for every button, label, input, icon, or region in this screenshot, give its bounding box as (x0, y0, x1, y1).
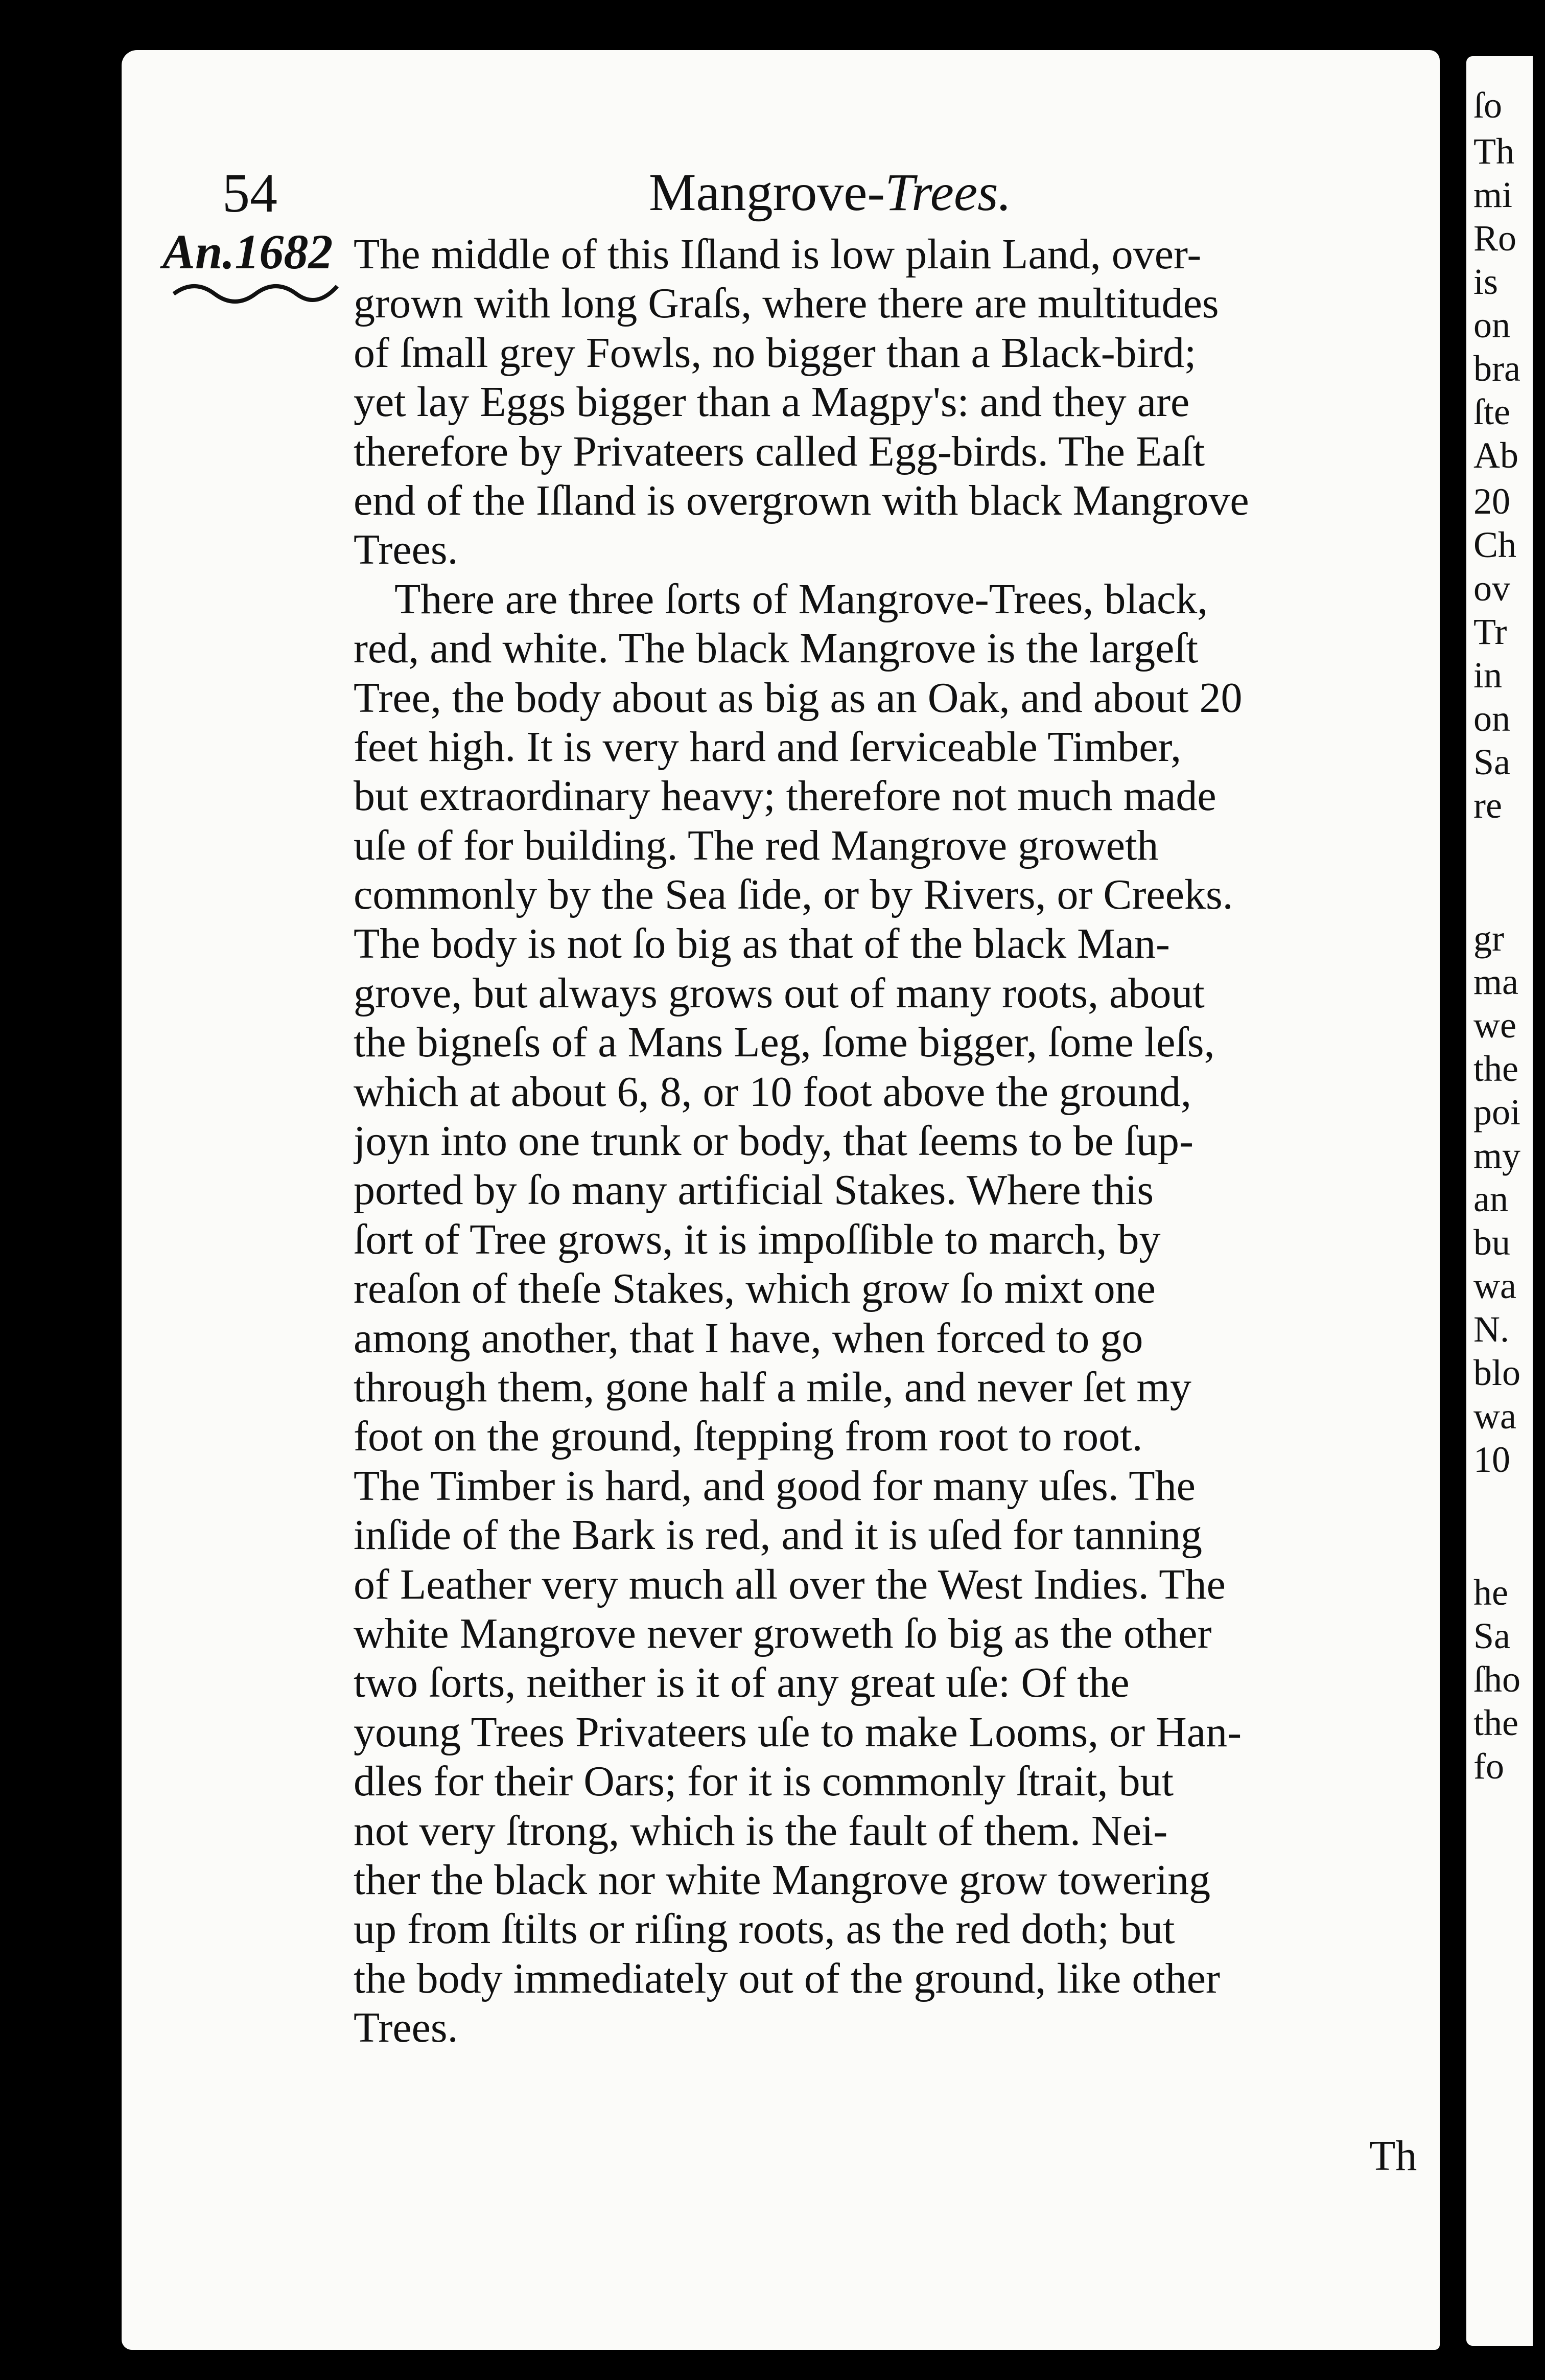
text-line: which at about 6, 8, or 10 foot above the ground, (354, 1068, 1191, 1116)
facing-page-fragment: on (1473, 305, 1510, 345)
facing-page-fragment: mi (1473, 174, 1513, 215)
facing-page-strip (1466, 56, 1533, 2346)
facing-page-fragment: we (1473, 1005, 1516, 1046)
facing-page-fragment: blo (1473, 1352, 1521, 1393)
page-number: 54 (222, 163, 277, 224)
text-line: of Leather very much all over the West Indies. The (354, 1560, 1226, 1608)
text-line: of ſmall grey Fowls, no bigger than a Black-bird; (354, 329, 1197, 377)
text-line: white Mangrove never groweth ſo big as the other (354, 1609, 1212, 1657)
text-line: therefore by Privateers called Egg-birds. The Eaſt (354, 427, 1205, 475)
text-line: the body immediately out of the ground, like other (354, 1954, 1220, 2002)
facing-page-fragment: the (1473, 1048, 1518, 1089)
facing-page-fragment: ſho (1473, 1659, 1521, 1700)
facing-page-fragment: Sa (1473, 1615, 1510, 1656)
facing-page-fragment: Ch (1473, 524, 1517, 565)
facing-page-fragment: ma (1473, 961, 1518, 1002)
facing-page-fragment: 10 (1473, 1439, 1510, 1480)
facing-page-fragment: N. (1473, 1309, 1509, 1350)
text-line: yet lay Eggs bigger than a Magpy's: and they are (354, 378, 1190, 426)
text-line: among another, that I have, when forced to go (354, 1314, 1143, 1362)
facing-page-fragment: bu (1473, 1222, 1510, 1263)
text-line: feet high. It is very hard and ſerviceable Timber, (354, 723, 1182, 771)
text-line: uſe of for building. The red Mangrove groweth (354, 821, 1159, 869)
facing-page-fragment: on (1473, 698, 1510, 739)
facing-page-fragment: the (1473, 1702, 1518, 1743)
text-line: grown with long Graſs, where there are multitudes (354, 280, 1219, 328)
text-line: the bigneſs of a Mans Leg, ſome bigger, ſome leſs, (354, 1019, 1215, 1067)
text-line: foot on the ground, ſtepping from root to root. (354, 1413, 1143, 1461)
text-line: inſide of the Bark is red, and it is uſed for tanning (354, 1511, 1202, 1559)
text-line: grove, but always grows out of many roots, about (354, 969, 1205, 1017)
flourish-ornament (169, 276, 342, 307)
text-line: but extraordinary heavy; therefore not much made (354, 772, 1216, 820)
text-line: ther the black nor white Mangrove grow towering (354, 1856, 1211, 1904)
facing-page-fragment: he (1473, 1572, 1508, 1613)
text-line: young Trees Privateers uſe to make Looms, or Han- (354, 1708, 1242, 1756)
facing-page-fragment: wa (1473, 1265, 1516, 1306)
facing-page-fragment: fo (1473, 1746, 1504, 1787)
text-line: The body is not ſo big as that of the black Man- (354, 920, 1171, 968)
text-line: dles for their Oars; for it is commonly ſtrait, but (354, 1758, 1174, 1806)
facing-page-fragment: poi (1473, 1092, 1521, 1133)
facing-page-fragment: ov (1473, 568, 1510, 609)
book-spine-shadow (1440, 50, 1466, 2350)
text-line: two ſorts, neither is it of any great uſe: Of the (354, 1659, 1130, 1707)
facing-page-fragment: Tr (1473, 611, 1507, 652)
text-line: ſort of Tree grows, it is impoſſible to march, by (354, 1215, 1161, 1263)
facing-page-fragment: an (1473, 1179, 1508, 1219)
text-line: There are three ſorts of Mangrove-Trees, black, (394, 575, 1208, 623)
catchword: Th (1369, 2132, 1417, 2180)
text-line: ported by ſo many artificial Stakes. Where this (354, 1166, 1154, 1214)
facing-page-fragment: Ab (1473, 435, 1518, 476)
text-line: The Timber is hard, and good for many uſes. The (354, 1462, 1196, 1510)
text-line: not very ſtrong, which is the fault of them. Nei- (354, 1807, 1168, 1855)
text-line: Trees. (354, 526, 458, 574)
facing-page-fragment: Sa (1473, 742, 1510, 782)
running-title (649, 163, 1012, 222)
running-title-italic: Trees. (885, 163, 1012, 222)
facing-page-fragment: in (1473, 655, 1503, 696)
text-line: joyn into one trunk or body, that ſeems to be ſup- (354, 1117, 1193, 1165)
text-line: end of the Iſland is overgrown with black Mangrove (354, 476, 1249, 524)
facing-page-fragment: Ro (1473, 218, 1517, 259)
text-line: commonly by the Sea ſide, or by Rivers, or Creeks. (354, 871, 1233, 919)
text-line: Trees. (354, 2004, 458, 2052)
facing-page-fragment: ſo (1473, 85, 1503, 126)
facing-page-fragment: re (1473, 785, 1502, 826)
facing-page-fragment: gr (1473, 918, 1504, 959)
facing-page-fragment: my (1473, 1135, 1521, 1176)
margin-year-note: An.1682 (162, 224, 333, 279)
facing-page-fragment: bra (1473, 348, 1520, 389)
text-line: up from ſtilts or riſing roots, as the red doth; but (354, 1905, 1175, 1953)
facing-page-fragment: 20 (1473, 481, 1510, 522)
text-line: The middle of this Iſland is low plain Land, over- (354, 230, 1202, 278)
facing-page-fragment: is (1473, 261, 1499, 302)
text-line: reaſon of theſe Stakes, which grow ſo mixt one (354, 1265, 1156, 1313)
body-text (354, 230, 1416, 2052)
text-line: Tree, the body about as big as an Oak, and about 20 (354, 674, 1243, 722)
facing-page-fragment: Th (1473, 131, 1514, 172)
running-title-main: Mangrove- (649, 163, 885, 222)
facing-page-fragment: wa (1473, 1396, 1516, 1437)
text-line: red, and white. The black Mangrove is the largeſt (354, 625, 1199, 673)
text-line: through them, gone half a mile, and never ſet my (354, 1363, 1191, 1411)
facing-page-fragment: ſte (1473, 391, 1510, 432)
